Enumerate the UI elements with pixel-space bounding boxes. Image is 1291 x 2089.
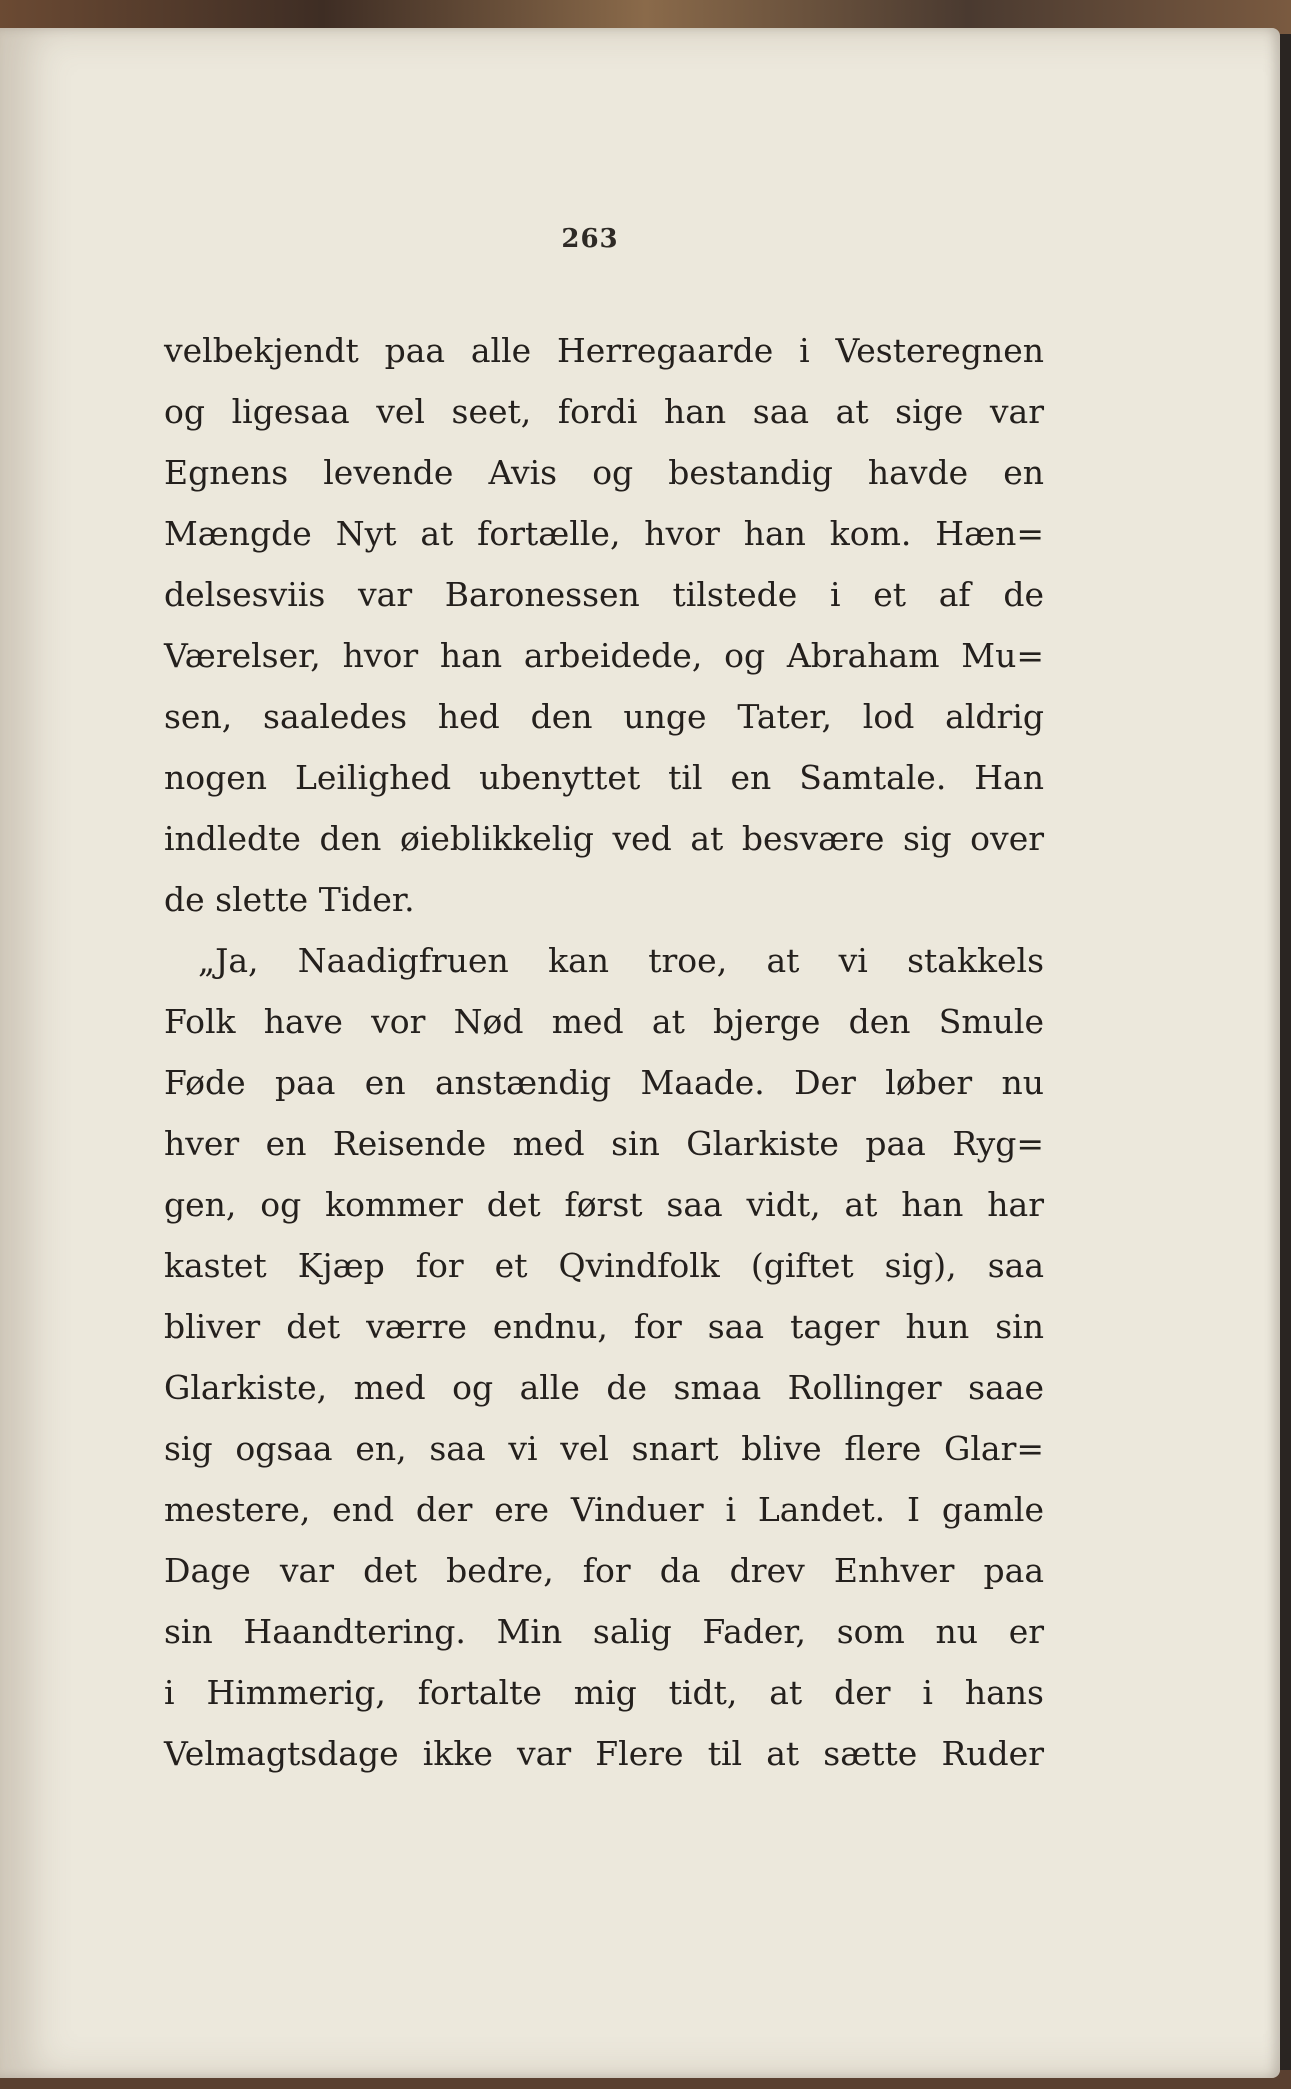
text-line: Mængde Nyt at fortælle, hvor han kom. Hæn= <box>164 514 1044 553</box>
text-line: bliver det værre endnu, for saa tager hun sin <box>164 1307 1044 1346</box>
text-line: i Himmerig, fortalte mig tidt, at der i hans <box>164 1673 1044 1712</box>
text-line: velbekjendt paa alle Herregaarde i Vesteregnen <box>164 331 1044 370</box>
text-line: „Ja, Naadigfruen kan troe, at vi stakkels <box>198 941 1044 980</box>
text-line: Folk have vor Nød med at bjerge den Smule <box>164 1002 1044 1041</box>
text-line: indledte den øieblikkelig ved at besvære sig over <box>164 819 1044 858</box>
text-line: Glarkiste, med og alle de smaa Rollinger saae <box>164 1368 1044 1407</box>
text-line: Dage var det bedre, for da drev Enhver paa <box>164 1551 1044 1590</box>
text-line: Værelser, hvor han arbeidede, og Abraham Mu= <box>164 636 1044 675</box>
text-line: nogen Leilighed ubenyttet til en Samtale. Han <box>164 758 1044 797</box>
text-line: sen, saaledes hed den unge Tater, lod aldrig <box>164 697 1044 736</box>
text-line: sin Haandtering. Min salig Fader, som nu er <box>164 1612 1044 1651</box>
text-line: Velmagtsdage ikke var Flere til at sætte Ruder <box>164 1734 1044 1773</box>
text-line: de slette Tider. <box>164 880 415 919</box>
book-page <box>0 28 1280 2078</box>
page-number: 263 <box>561 224 619 254</box>
text-line: hver en Reisende med sin Glarkiste paa Ryg= <box>164 1124 1044 1163</box>
text-line: gen, og kommer det først saa vidt, at han har <box>164 1185 1044 1224</box>
text-line: Egnens levende Avis og bestandig havde en <box>164 453 1044 492</box>
text-line: Føde paa en anstændig Maade. Der løber nu <box>164 1063 1044 1102</box>
text-line: delsesviis var Baronessen tilstede i et af de <box>164 575 1044 614</box>
text-line: sig ogsaa en, saa vi vel snart blive flere Glar= <box>164 1429 1044 1468</box>
page-body-text <box>164 320 1044 1784</box>
text-line: kastet Kjæp for et Qvindfolk (giftet sig), saa <box>164 1246 1044 1285</box>
text-line: mestere, end der ere Vinduer i Landet. I gamle <box>164 1490 1044 1529</box>
text-line: og ligesaa vel seet, fordi han saa at sige var <box>164 392 1044 431</box>
